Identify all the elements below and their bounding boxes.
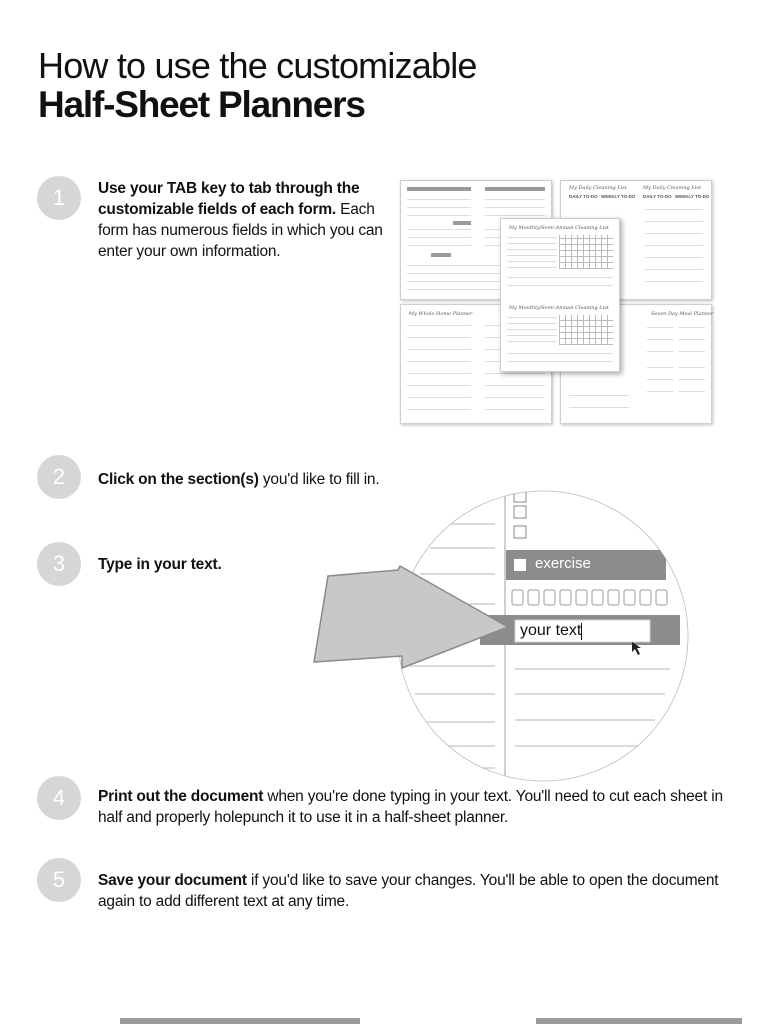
step-2-bold: Click on the section(s) — [98, 471, 259, 488]
text-caret — [581, 623, 582, 640]
page-title-line2: Half-Sheet Planners — [38, 84, 365, 125]
step-2-rest: you'd like to fill in. — [258, 471, 380, 488]
magnified-form-illustration — [300, 484, 700, 784]
step-5-rest: if you'd like to save your changes. You'll be able to open the document again to add different text at any time. — [98, 872, 719, 910]
step-4-rest: when you're done typing in your text. You'll need to cut each sheet in half and properly holepunch it to use it in a half-sheet planner. — [98, 788, 723, 826]
step-number-1: 1 — [37, 176, 81, 220]
step-3-bold: Type in your text. — [98, 556, 222, 573]
thumbnail-sheet: My Whole Home Planner — [400, 304, 552, 424]
step-1-bold: Use your TAB key to tab through the customizable fields of each form. — [98, 180, 360, 218]
footer-strip-right — [536, 1018, 742, 1024]
step-number-2: 2 — [37, 455, 81, 499]
your-text-field[interactable] — [515, 620, 650, 642]
planner-thumbnails — [398, 178, 714, 424]
step-4-text — [98, 786, 738, 828]
step-1-text — [98, 178, 383, 262]
thumbnail-sheet: Seven Day Meal Planner — [560, 304, 712, 424]
step-1-rest: Each form has numerous fields in which you can enter your own information. — [98, 201, 383, 260]
thumbnail-sheet: My Daily Cleaning List My Daily Cleaning List DAILY TO-DO WEEKLY TO-DO DAILY TO-DO WEEKLY TO-DO — [560, 180, 712, 300]
step-number-3: 3 — [37, 542, 81, 586]
step-number-4: 4 — [37, 776, 81, 820]
step-number-5: 5 — [37, 858, 81, 902]
thumbnail-sheet-center: My Monthly/Semi-Annual Cleaning List My Monthly/Semi-Annual Cleaning List — [500, 218, 620, 372]
step-3-text — [98, 554, 298, 575]
exercise-label: exercise — [535, 555, 591, 572]
page-title-line1: How to use the customizable — [38, 45, 477, 86]
step-5-bold: Save your document — [98, 872, 247, 889]
step-4-bold: Print out the document — [98, 788, 264, 805]
field-value: your text — [520, 622, 582, 639]
step-5-text — [98, 870, 738, 912]
footer-strip-left — [120, 1018, 360, 1024]
